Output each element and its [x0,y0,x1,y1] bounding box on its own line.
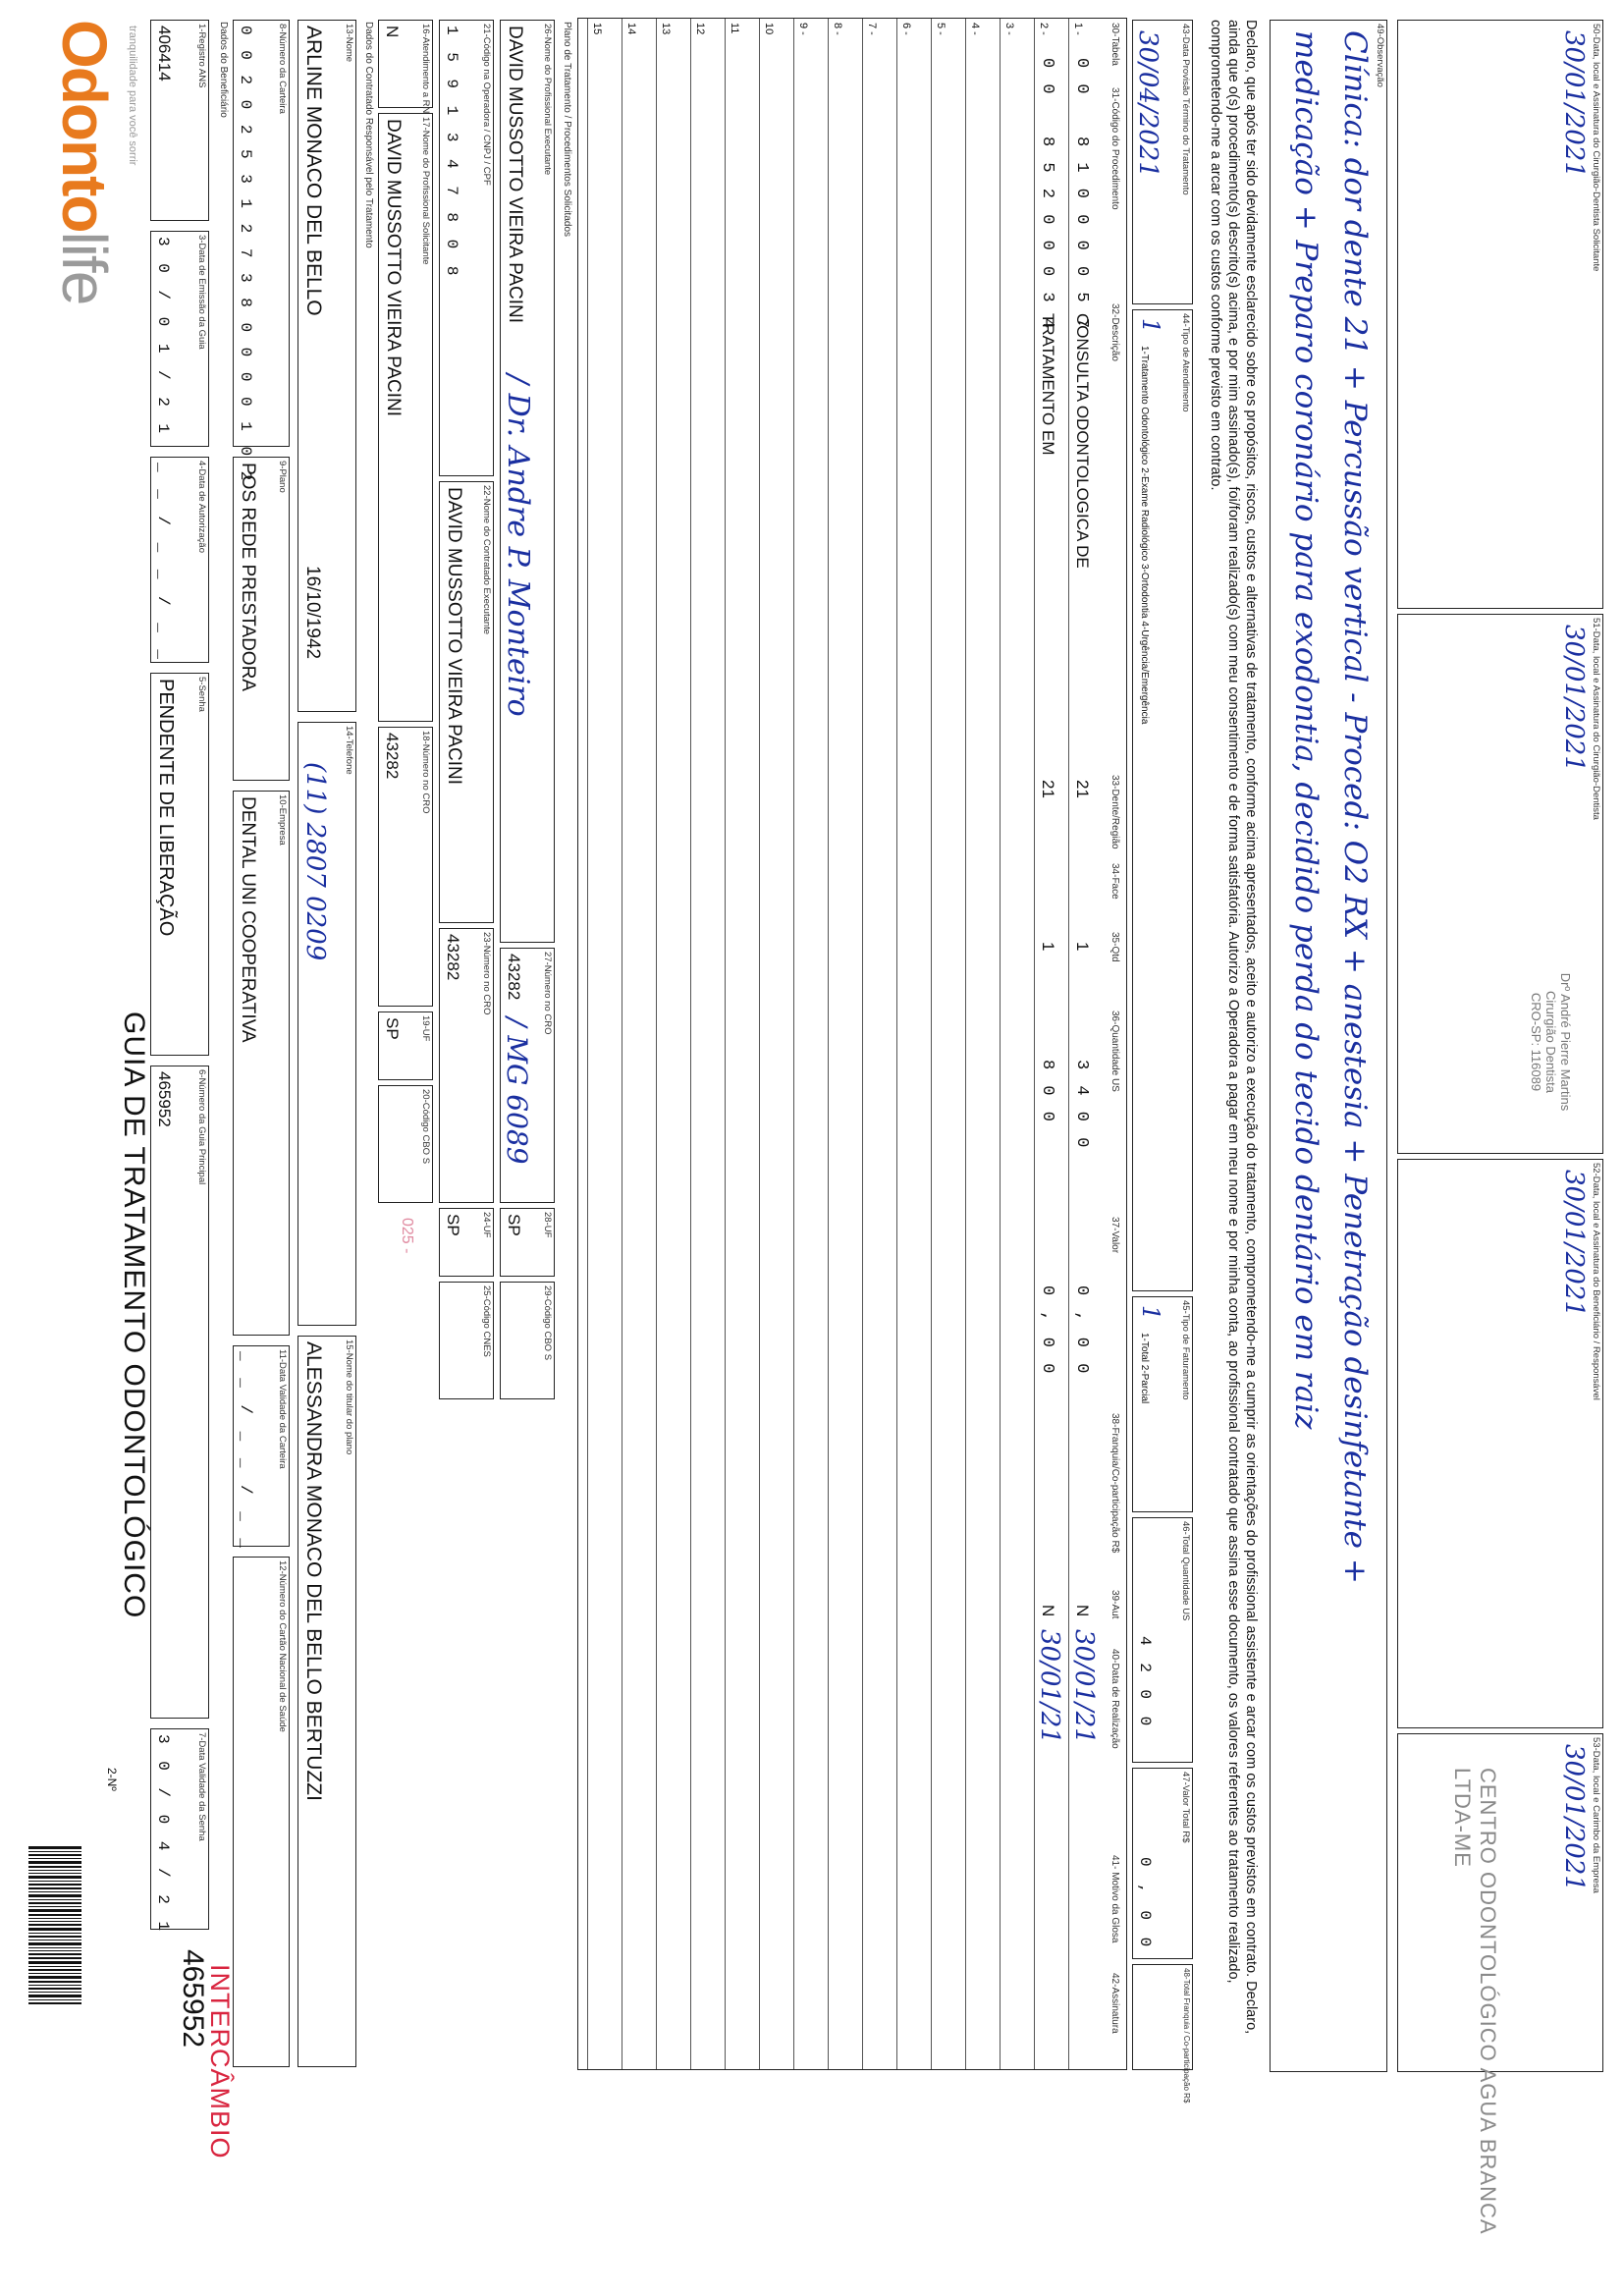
label-codigo-operadora: 21-Código na Operadora / CNPJ / CPF [481,24,492,186]
field-senha[interactable] [150,673,209,1056]
cell-n: 12 [694,23,706,35]
observacao-line1: Clínica: dor dente 21 + Percussão vertical - Proced: O2 RX + anestesia + Penetração desinfetante + [1337,30,1373,1584]
value-validade-senha: 3 0 / 0 4 / 2 1 [154,1734,172,1936]
code-025: 025 - [399,1218,415,1254]
field-valor-total[interactable] [1132,1768,1193,1959]
table-row[interactable] [690,19,725,2069]
label-guia-principal: 6-Número da Guia Principal [196,1069,207,1185]
label-profissional-executante: 26-Nome do Profissional Executante [542,24,553,176]
logo-suffix: life [49,231,120,304]
cell-n: 10 [763,23,775,35]
guia-number: 465952 [177,1949,209,2049]
cell-codigo: 8 1 0 0 0 0 5 7 [1072,137,1091,332]
label-cnes: 25-Código CNES [481,1285,492,1357]
field-cro-executante[interactable] [439,928,494,1203]
legend-tipo-faturamento: 1-Total 2-Parcial [1139,1333,1150,1404]
cell-n: 3 - [1003,23,1015,35]
field-contratado-executante[interactable] [439,481,494,923]
handwritten-cro: / MG 6089 [501,1017,533,1165]
label-cbo-profissional: 29-Código CBO S [542,1285,553,1361]
value-profissional-executante: DAVID MUSSOTTO VIEIRA PACINI [505,26,525,323]
cell-n: 7 - [866,23,878,35]
value-plano: POS REDE PRESTADORA [238,463,258,691]
cell-us: 8 0 0 [1038,1060,1056,1125]
label-observacao: 49-Observação [1375,24,1385,87]
label-data-emissao: 3-Data de Emissão da Guia [196,235,207,350]
dentist-stamp [1529,939,1573,1145]
cell-n: 11 [729,23,740,34]
cell-aut: N [1073,1605,1092,1617]
table-row[interactable] [725,19,759,2069]
value-telefone: (11) 2807 0209 [300,762,330,961]
table-header: 32-Descrição [1109,303,1120,361]
value-assinatura-beneficiario: 30/01/2021 [1559,1170,1589,1317]
field-guia-principal[interactable] [150,1066,209,1719]
guia-number-label: 2-Nº [105,1768,119,1791]
field-telefone[interactable] [298,722,356,1326]
label-carimbo-empresa: 53-Data, local e Carimbo da Empresa [1591,1737,1601,1893]
value-total-us: 4 2 0 0 [1136,1636,1154,1730]
field-tipo-faturamento[interactable] [1132,1296,1193,1512]
value-uf-executante: SP [444,1214,462,1236]
value-atendimento-rn: N [383,26,402,38]
label-cro-executante: 23-Número no CRO [481,932,492,1015]
value-contratado-executante: DAVID MUSSOTTO VIEIRA PACINI [444,487,464,785]
section-beneficiario: Dados do Beneficiário [218,22,229,118]
label-uf-solicitante: 19-UF [420,1015,431,1042]
cell-n: 6 - [900,23,912,35]
observacao-line2: medicação + Preparo coronário para exodontia, decidido perda do tecido dentário em raiz [1288,30,1324,1430]
label-assinatura-solicitante: 50-Data, local e Assinatura do Cirurgião-Dentista Solicitante [1591,24,1601,272]
cell-valor: 0 , 0 0 [1072,1285,1091,1377]
odontolife-logo [48,20,121,303]
document-title: GUIA DE TRATAMENTO ODONTOLÓGICO [118,1011,150,1619]
table-row[interactable] [622,19,656,2069]
table-header: 31-Código do Procedimento [1109,87,1120,210]
cell-n: 4 - [969,23,981,35]
table-header: 36-Quantidade US [1109,1011,1120,1092]
label-titular-plano: 15-Nome do titular do plano [344,1339,354,1455]
label-cbo-solicitante: 20-Código CBO S [420,1089,431,1165]
value-guia-principal: 465952 [155,1071,174,1127]
field-atendimento-rn[interactable] [378,20,433,114]
table-row[interactable] [931,19,965,2069]
table-header: 34-Face [1109,863,1120,900]
declaracao-text: Declaro, que após ter sido devidamente esclarecido sobre os propósitos, riscos, custos e alternativas de tratamento, conforme acima apresentados, aceito e autorizo a execução do tratamento, comprometendo-me a cumprir as orientações do profissional assistente e arcar com os custos previstos em contrato. Declaro, ainda que o(s) procedimento(s) descrito(s) acima, e por mim assinado(s), foi/foram realizado(s) com meu consentimento e de forma satisfatória. Autorizo a Operadora a pagar em meu nome e por minha conta, ao profissional contratado que assina esse documento, os valores referentes ao tratamento realizado, comprometendo-me a arcar com os custos conforme previsto em contrato. [1208,20,1259,2035]
cell-n: 13 [660,23,672,35]
table-row[interactable] [793,19,828,2069]
table-header: 40-Data de Realização [1109,1649,1120,1749]
field-data-emissao[interactable] [150,231,209,447]
table-row[interactable] [759,19,793,2069]
cell-n: 1 - [1072,23,1084,35]
cell-valor: 0 , 0 0 [1038,1285,1056,1377]
label-data-autorizacao: 4-Data de Autorização [196,461,207,554]
cell-tabela: 0 0 [1038,58,1056,97]
value-titular-plano: ALESSANDRA MONACO DEL BELLO BERTUZZI [302,1341,325,1801]
field-tipo-atendimento[interactable] [1132,309,1193,1291]
table-row[interactable] [896,19,931,2069]
table-row[interactable] [587,19,622,2069]
label-valor-total: 47-Valor Total R$ [1180,1772,1191,1843]
field-cnes[interactable] [439,1282,494,1399]
field-uf-executante[interactable] [439,1208,494,1277]
field-data-autorizacao[interactable] [150,457,209,663]
table-row[interactable] [1034,19,1068,2069]
value-valor-total: 0 , 0 0 [1136,1857,1154,1951]
field-plano[interactable] [233,457,290,781]
field-cbo-solicitante[interactable] [378,1085,433,1203]
cell-us: 3 4 0 0 [1072,1060,1091,1151]
field-assinatura-solicitante[interactable] [1397,20,1603,609]
cell-descricao: CONSULTA ODONTOLOGICA DE [1073,313,1092,569]
label-uf-profissional: 28-UF [542,1212,553,1238]
cell-dente: 21 [1073,780,1092,798]
table-row[interactable] [862,19,896,2069]
table-header: 39-Aut [1109,1590,1120,1619]
procedures-table [577,18,1127,2070]
value-senha: PENDENTE DE LIBERAÇÃO [155,679,177,937]
stamp-name: Drº André Pierre Martins [1558,972,1573,1112]
label-nome: 13-Nome [344,24,354,63]
label-contratado-executante: 22-Nome do Contratado Executante [481,485,492,635]
value-registro-ans: 406414 [155,26,174,82]
field-codigo-operadora[interactable] [439,20,494,476]
field-cartao-nacional[interactable] [233,1557,290,2067]
cell-dente: 21 [1039,780,1057,798]
field-uf-solicitante[interactable] [378,1011,433,1080]
label-plano: 9-Plano [277,461,288,493]
label-empresa: 10-Empresa [277,794,288,846]
label-telefone: 14-Telefone [344,726,354,775]
value-data-nascimento: 16/10/1942 [302,566,323,660]
field-carimbo-empresa[interactable] [1397,1733,1603,2072]
table-header: 30-Tabela [1109,23,1120,66]
label-data-provisao: 43-Data Provisão Término do Tratamento [1180,24,1191,195]
label-senha: 5-Senha [196,677,207,712]
cell-n: 5 - [935,23,947,35]
logo-tagline: tranquilidade para você sorrir [127,26,138,166]
section-plano-tratamento: Plano de Tratamento / Procedimentos Solicitados [562,22,572,238]
label-cartao-nacional: 12-Número do Cartão Nacional de Saúde [277,1560,288,1732]
table-header: 41- Motivo da Glosa [1109,1855,1120,1943]
logo-brand: Odonto [49,20,120,232]
label-uf-executante: 24-UF [481,1212,492,1238]
value-cro-profissional: 43282 [505,954,523,1001]
table-header: 35-Qtd [1109,932,1120,962]
label-cro-profissional: 27-Número no CRO [542,952,553,1035]
cell-data: 30/01/21 [1069,1629,1099,1744]
label-tipo-faturamento: 45-Tipo de Faturamento [1180,1300,1191,1400]
cell-qtd: 1 [1073,942,1092,952]
table-row[interactable] [656,19,690,2069]
field-validade-senha[interactable] [150,1728,209,1936]
table-header: 37-Valor [1109,1217,1120,1254]
table-header: 33-Dente/Região [1109,775,1120,849]
field-total-us[interactable] [1132,1517,1193,1763]
handwritten-executante: / Dr. Andre P. Monteiro [501,374,535,717]
field-cro-solicitante[interactable] [378,727,433,1007]
value-assinatura-solicitante: 30/01/2021 [1559,30,1589,178]
table-header: 38-Franquia/Co-participação R$ [1109,1413,1120,1554]
label-profissional-solicitante: 17-Nome do Profissional Solicitante [420,117,431,265]
field-validade-carteira[interactable] [233,1345,290,1553]
field-profissional-executante[interactable] [500,20,555,943]
field-nome[interactable] [298,20,356,712]
field-assinatura-beneficiario[interactable] [1397,1159,1603,1728]
value-validade-carteira: _ _ / _ _ / _ _ [237,1351,254,1553]
value-codigo-operadora: 1 5 9 1 3 4 7 8 0 8 [443,26,460,280]
label-validade-senha: 7-Data Validade da Senha [196,1732,207,1841]
table-row[interactable] [1000,19,1034,2069]
table-header: 42-Assinatura [1109,1973,1120,2034]
table-row[interactable] [1068,19,1103,2069]
field-titular-plano[interactable] [298,1336,356,2067]
label-tipo-atendimento: 44-Tipo de Atendimento [1180,313,1191,412]
field-registro-ans [150,20,209,221]
field-assinatura-dentista[interactable] [1397,614,1603,1154]
cell-tabela: 0 0 [1072,58,1091,97]
label-validade-carteira: 11-Data Validade da Carteira [277,1349,288,1469]
field-uf-profissional[interactable] [500,1208,555,1277]
cell-n: 2 - [1038,23,1050,35]
label-assinatura-beneficiario: 52-Data, local e Assinatura do Beneficiário / Responsável [1591,1163,1601,1400]
value-data-autorizacao: _ _ / _ _ / _ _ [154,463,172,664]
value-uf-profissional: SP [505,1214,523,1236]
value-tipo-faturamento: 1 [1137,1305,1164,1321]
cell-codigo: 8 5 2 0 0 0 3 4 [1038,137,1056,332]
cell-qtd: 1 [1039,942,1057,952]
label-total-franquia: 48-Total Franquia / Co-participação R$ [1182,1968,1191,2104]
value-cro-executante: 43282 [444,934,462,981]
field-total-franquia[interactable] [1132,1964,1193,2104]
cell-aut: N [1039,1605,1057,1617]
value-uf-solicitante: SP [383,1017,402,1040]
value-tipo-atendimento: 1 [1137,318,1164,334]
value-data-emissao: 3 0 / 0 1 / 2 1 [154,237,172,438]
cell-data: 30/01/21 [1035,1629,1064,1744]
value-assinatura-dentista: 30/01/2021 [1559,625,1589,772]
section-contratado: Dados do Contratado Responsável pelo Tratamento [363,22,374,248]
cell-n: 9 - [797,23,809,35]
field-cbo-profissional[interactable] [500,1282,555,1399]
field-profissional-solicitante[interactable] [378,113,433,722]
cell-n: 14 [625,23,637,35]
label-registro-ans: 1-Registro ANS [196,24,207,88]
value-nome: ARLINE MONACO DEL BELLO [302,26,325,316]
value-profissional-solicitante: DAVID MUSSOTTO VIEIRA PACINI [383,119,404,416]
barcode-icon [28,1846,81,2092]
field-empresa[interactable] [233,791,290,1336]
value-cro-solicitante: 43282 [383,733,402,780]
table-row[interactable] [965,19,1000,2069]
label-assinatura-dentista: 51-Data, local e Assinatura do Cirurgião-Dentista [1591,618,1601,820]
cell-n: 8 - [832,23,843,35]
label-total-us: 46-Total Quantidade US [1180,1521,1191,1621]
cell-n: 15 [591,23,603,35]
label-numero-carteira: 8-Número da Carteira [277,24,288,114]
value-carimbo-empresa: 30/01/2021 [1559,1744,1589,1891]
cell-descricao: TRATAMENTO EM [1039,313,1057,456]
stamp-cro: CRO-SP: 116089 [1529,992,1543,1092]
label-atendimento-rn: 16-Atendimento a RN [420,24,431,114]
stamp-title: Cirurgião Dentista [1543,990,1558,1094]
field-cro-profissional[interactable] [500,948,555,1203]
value-empresa: DENTAL UNI COOPERATIVA [238,796,258,1043]
value-numero-carteira: 0 0 2 0 2 5 3 1 2 7 3 8 0 0 0 0 1 0 2 [237,26,254,484]
field-data-provisao[interactable] [1132,20,1193,304]
label-cro-solicitante: 18-Número no CRO [420,731,431,814]
legend-tipo-atendimento: 1-Tratamento Odontológico 2-Exame Radiológico 3-Ortodontia 4-Urgência/Emergência [1139,346,1150,725]
value-data-provisao: 30/04/2021 [1133,30,1163,178]
table-row[interactable] [828,19,862,2069]
company-stamp: CENTRO ODONTOLÓGICO AGUA BRANCA LTDA-ME [1450,1768,1500,2234]
intercambio-label: INTERCÂMBIO [205,1964,235,2159]
field-observacao[interactable] [1270,20,1387,2072]
